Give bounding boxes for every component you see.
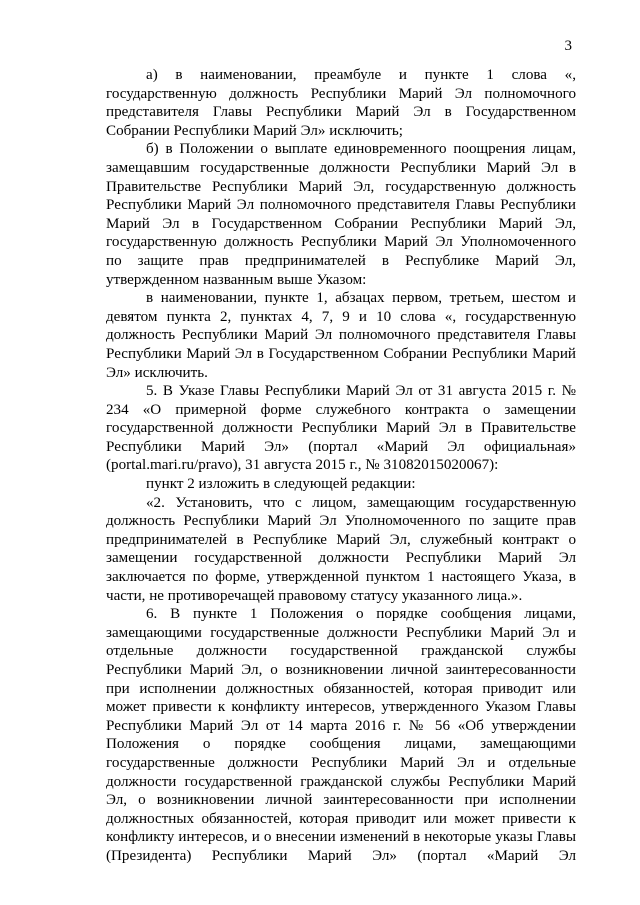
paragraph-5: 5. В Указе Главы Республики Марий Эл от 31 августа 2015 г. № 234 «О примерной форме служебного контракта о замещении государственной должности Республики Марий Эл в Правительстве Республики Марий Эл» (портал «Марий Эл официальная» (portal.mari.ru/pravo), 31 августа 2015 г., № 31082015020067): (106, 383, 576, 474)
paragraph-4a: а) в наименовании, преамбуле и пункте 1 слова «, государственную должность Республики Марий Эл полномочного представителя Главы Республики Марий Эл в Государственном Собрании Республики Марий Эл» исключить; (106, 67, 576, 139)
document-body (106, 66, 576, 866)
paragraph-6: 6. В пункте 1 Положения о порядке сообщения лицами, замещающими государственные должности Республики Марий Эл и отдельные должности государственной гражданской службы Республики Марий Эл, о возникновении личной заинтересованности при исполнении должностных обязанностей, которая приводит или может привести к конфликту интересов, утвержденного Указом Главы Республики Марий Эл от 14 марта 2016 г. № 56 «Об утверждении Положения о порядке сообщения лицами, замещающими государственные должности Республики Марий Эл и отдельные должности государственной гражданской службы Республики Марий Эл, о возникновении личной заинтересованности при исполнении должностных обязанностей, которая приводит или может привести к конфликту интересов, и о внесении изменений в некоторые указы Главы (Президента) Республики Марий Эл» (портал «Марий Эл (106, 606, 576, 864)
page-number: 3 (564, 38, 572, 54)
paragraph-5-instruction: пункт 2 изложить в следующей редакции: (146, 476, 416, 493)
paragraph-5-new-text: «2. Установить, что с лицом, замещающим государственную должность Республики Марий Эл Уполномоченного по защите прав предпринимателей в Республике Марий Эл, служебный контракт о замещении государственной должности Республики Марий Эл заключается по форме, утвержденной пунктом 1 настоящего Указа, в части, не противоречащей правовому статусу указанного лица.». (106, 494, 576, 604)
paragraph-4b: б) в Положении о выплате единовременного поощрения лицам, замещавшим государственные должности Республики Марий Эл в Правительстве Республики Марий Эл, государственную должность Республики Марий Эл полномочного представителя Главы Республики Марий Эл в Государственном Собрании Республики Марий Эл, государственную должность Республики Марий Эл Уполномоченного по защите прав предпринимателей в Республике Марий Эл, утвержденном названным выше Указом: (106, 141, 576, 288)
paragraph-4b-subitem: в наименовании, пункте 1, абзацах первом, третьем, шестом и девятом пункта 2, пунктах 4, 7, 9 и 10 слова «, государственную должность Республики Марий Эл полномочного представителя Главы Республики Марий Эл в Государственном Собрании Республики Марий Эл» исключить. (106, 290, 576, 381)
